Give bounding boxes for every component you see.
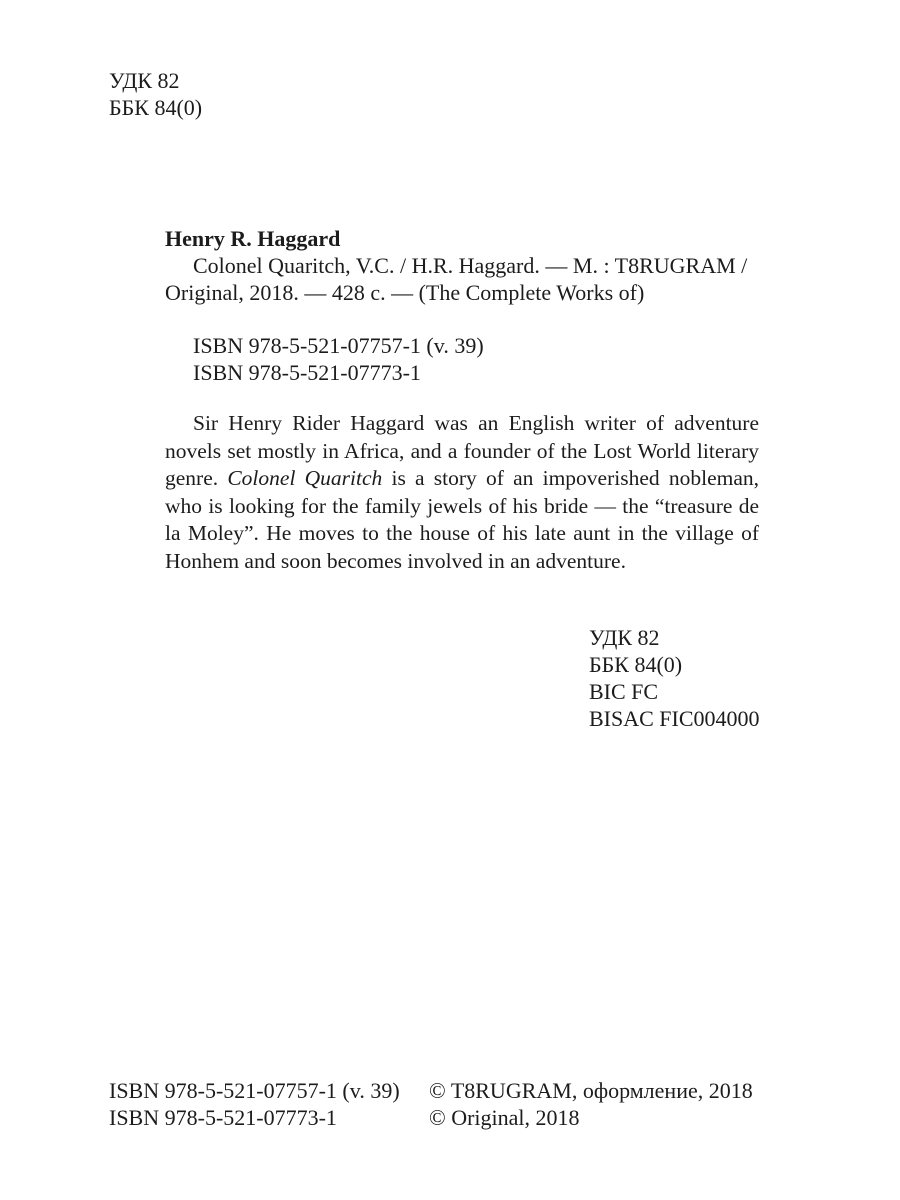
- bbk-code-right: ББК 84(0): [589, 652, 683, 677]
- author-name: Henry R. Haggard: [165, 226, 341, 251]
- top-classification-codes: [109, 67, 202, 121]
- footer-copyright: © Original, 2018: [429, 1105, 580, 1130]
- footer-isbn: ISBN 978-5-521-07757-1 (v. 39): [109, 1078, 400, 1103]
- annotation-book-title: Colonel Quaritch: [227, 466, 383, 490]
- footer-row: [109, 1077, 769, 1104]
- isbn-series: ISBN 978-5-521-07773-1: [193, 360, 421, 385]
- udk-code-right: УДК 82: [589, 625, 660, 650]
- bibliographic-entry: [165, 225, 765, 306]
- bbk-code: ББК 84(0): [109, 95, 203, 120]
- entry-publication-line: Original, 2018. — 428 с. — (The Complete Works of): [165, 280, 645, 305]
- footer-copyright: © T8RUGRAM, оформление, 2018: [429, 1078, 753, 1103]
- footer-imprint: [109, 1077, 769, 1131]
- footer-row: [109, 1104, 769, 1131]
- udk-code: УДК 82: [109, 68, 180, 93]
- annotation: [165, 410, 759, 575]
- annotation-paragraph: [165, 410, 759, 575]
- bisac-code: BISAC FIC004000: [589, 706, 760, 731]
- entry-title-line: Colonel Quaritch, V.C. / H.R. Haggard. — M. : T8RUGRAM /: [193, 253, 748, 278]
- isbn-block: [165, 332, 484, 386]
- annotation-text-start: Sir Henry Rider Haggard was an English writer of adventure novels set mostly in Africa, and a founder of the Lost World literary genre.: [165, 411, 759, 490]
- isbn-volume: ISBN 978-5-521-07757-1 (v. 39): [193, 333, 484, 358]
- right-classification-codes: [589, 624, 760, 732]
- annotation-text-end: is a story of an impoverished nobleman, who is looking for the family jewels of his bride — the “treasure de la Moley”. He moves to the house of his late aunt in the village of Honhem and soon becomes involved in an adventure.: [165, 466, 759, 573]
- footer-isbn: ISBN 978-5-521-07773-1: [109, 1105, 337, 1130]
- bic-code: BIC FC: [589, 679, 659, 704]
